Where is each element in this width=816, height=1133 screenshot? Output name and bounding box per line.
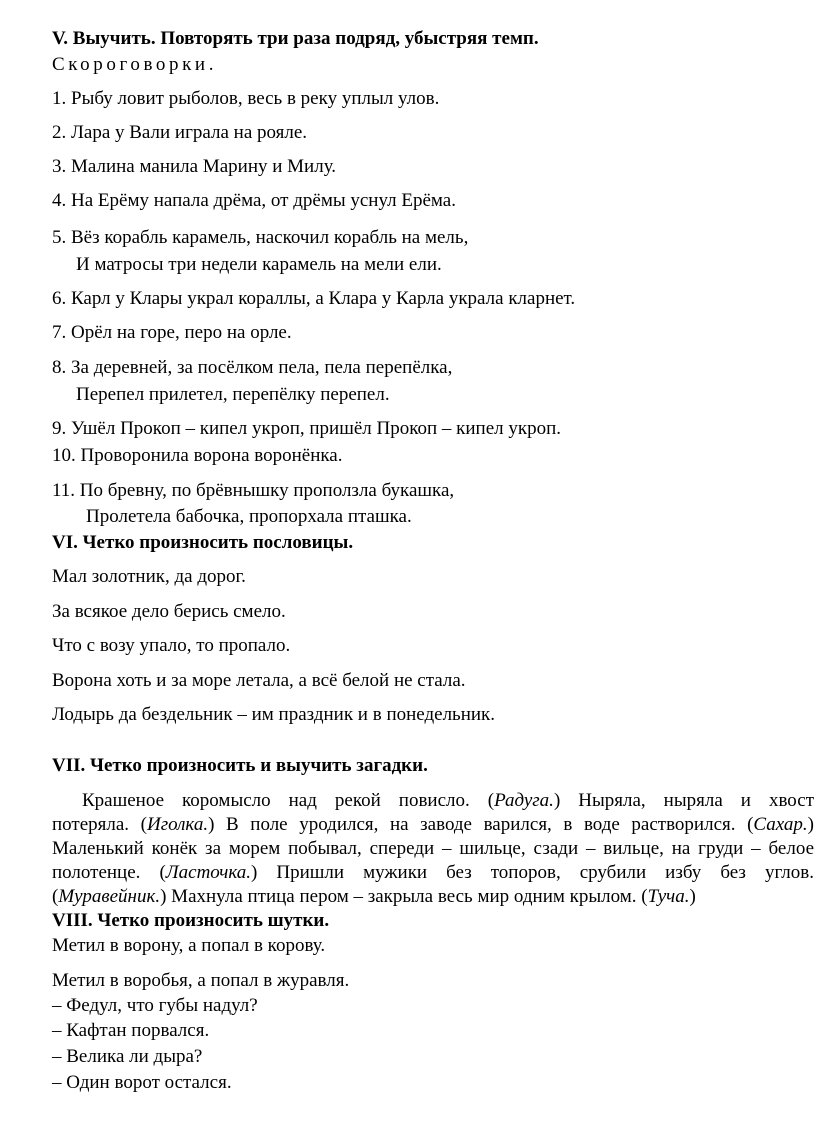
proverb-2: За всякое дело берись смело. bbox=[52, 601, 286, 622]
tongue-twister-3: 3. Малина манила Марину и Милу. bbox=[52, 156, 337, 177]
riddle-text: ) В поле уродился, на заводе варился, в воде растворился. ( bbox=[208, 814, 754, 835]
section-5-heading: V. Выучить. Повторять три раза подряд, убыстряя темп. bbox=[52, 28, 539, 49]
tongue-twister-2: 2. Лара у Вали играла на рояле. bbox=[52, 122, 308, 143]
tongue-twister-9: 9. Ушёл Прокоп – кипел укроп, пришёл Прокоп – кипел укроп. bbox=[52, 418, 562, 439]
riddle-text: ( bbox=[52, 886, 59, 907]
section-7-heading: VII. Четко произносить и выучить загадки. bbox=[52, 755, 428, 776]
riddle-text: ) Пришли мужики без топоров, срубили избу без углов. bbox=[251, 862, 814, 883]
joke-line-3: – Федул, что губы надул? bbox=[52, 995, 258, 1016]
tongue-twister-4: 4. На Ерёму напала дрёма, от дрёмы уснул Ерёма. bbox=[52, 190, 456, 211]
riddle-text: Маленький конёк за морем побывал, спереди – шильце, сзади – вильце, на груди – белое bbox=[52, 838, 814, 859]
tongue-twister-11-line-2: Пролетела бабочка, пропорхала пташка. bbox=[86, 506, 412, 527]
riddle-answer-rainbow: Радуга. bbox=[494, 790, 554, 811]
riddle-answer-sugar: Сахар. bbox=[753, 814, 808, 835]
riddle-answer-anthill: Муравейник. bbox=[58, 886, 161, 907]
riddle-text: ) bbox=[807, 814, 814, 835]
tongue-twister-8-line-2: Перепел прилетел, перепёлку перепел. bbox=[76, 384, 390, 405]
riddle-answer-cloud: Туча. bbox=[647, 886, 690, 907]
riddle-text: Крашеное коромысло над рекой повисло. ( bbox=[82, 790, 495, 811]
tongue-twister-11-line-1: 11. По бревну, по брёвнышку проползла букашка, bbox=[52, 480, 455, 501]
riddles-line-1 bbox=[82, 790, 814, 812]
riddles-line-5 bbox=[52, 886, 814, 908]
joke-line-1: Метил в ворону, а попал в корову. bbox=[52, 935, 326, 956]
joke-line-2: Метил в воробья, а попал в журавля. bbox=[52, 970, 350, 991]
section-6-heading: VI. Четко произносить пословицы. bbox=[52, 532, 354, 553]
riddles-line-4 bbox=[52, 862, 814, 884]
riddle-text: ) bbox=[689, 886, 696, 907]
tongue-twister-5-line-1: 5. Вёз корабль карамель, наскочил корабль на мель, bbox=[52, 227, 469, 248]
tongue-twister-8-line-1: 8. За деревней, за посёлком пела, пела перепёлка, bbox=[52, 357, 453, 378]
riddle-text: ) Ныряла, ныряла и хвост bbox=[553, 790, 814, 811]
proverb-4: Ворона хоть и за море летала, а всё белой не стала. bbox=[52, 670, 466, 691]
riddle-answer-swallow: Ласточка. bbox=[165, 862, 252, 883]
section-5-subheading: Скороговорки. bbox=[52, 54, 218, 75]
proverb-3: Что с возу упало, то пропало. bbox=[52, 635, 291, 656]
riddles-line-2 bbox=[52, 814, 814, 836]
riddle-text: ) Махнула птица пером – закрыла весь мир одним крылом. ( bbox=[160, 886, 648, 907]
section-8-heading: VIII. Четко произносить шутки. bbox=[52, 910, 330, 931]
tongue-twister-1: 1. Рыбу ловит рыболов, весь в реку уплыл улов. bbox=[52, 88, 440, 109]
riddles-line-3 bbox=[52, 838, 814, 860]
riddle-text: потеряла. ( bbox=[52, 814, 147, 835]
tongue-twister-10: 10. Проворонила ворона воронёнка. bbox=[52, 445, 343, 466]
riddle-text: полотенце. ( bbox=[52, 862, 166, 883]
tongue-twister-6: 6. Карл у Клары украл кораллы, а Клара у Карла украла кларнет. bbox=[52, 288, 576, 309]
tongue-twister-5-line-2: И матросы три недели карамель на мели ели. bbox=[76, 254, 442, 275]
proverb-1: Мал золотник, да дорог. bbox=[52, 566, 246, 587]
joke-line-6: – Один ворот остался. bbox=[52, 1072, 232, 1093]
riddle-answer-needle: Иголка. bbox=[146, 814, 209, 835]
joke-line-4: – Кафтан порвался. bbox=[52, 1020, 210, 1041]
tongue-twister-7: 7. Орёл на горе, перо на орле. bbox=[52, 322, 292, 343]
joke-line-5: – Велика ли дыра? bbox=[52, 1046, 203, 1067]
proverb-5: Лодырь да бездельник – им праздник и в понедельник. bbox=[52, 704, 496, 725]
